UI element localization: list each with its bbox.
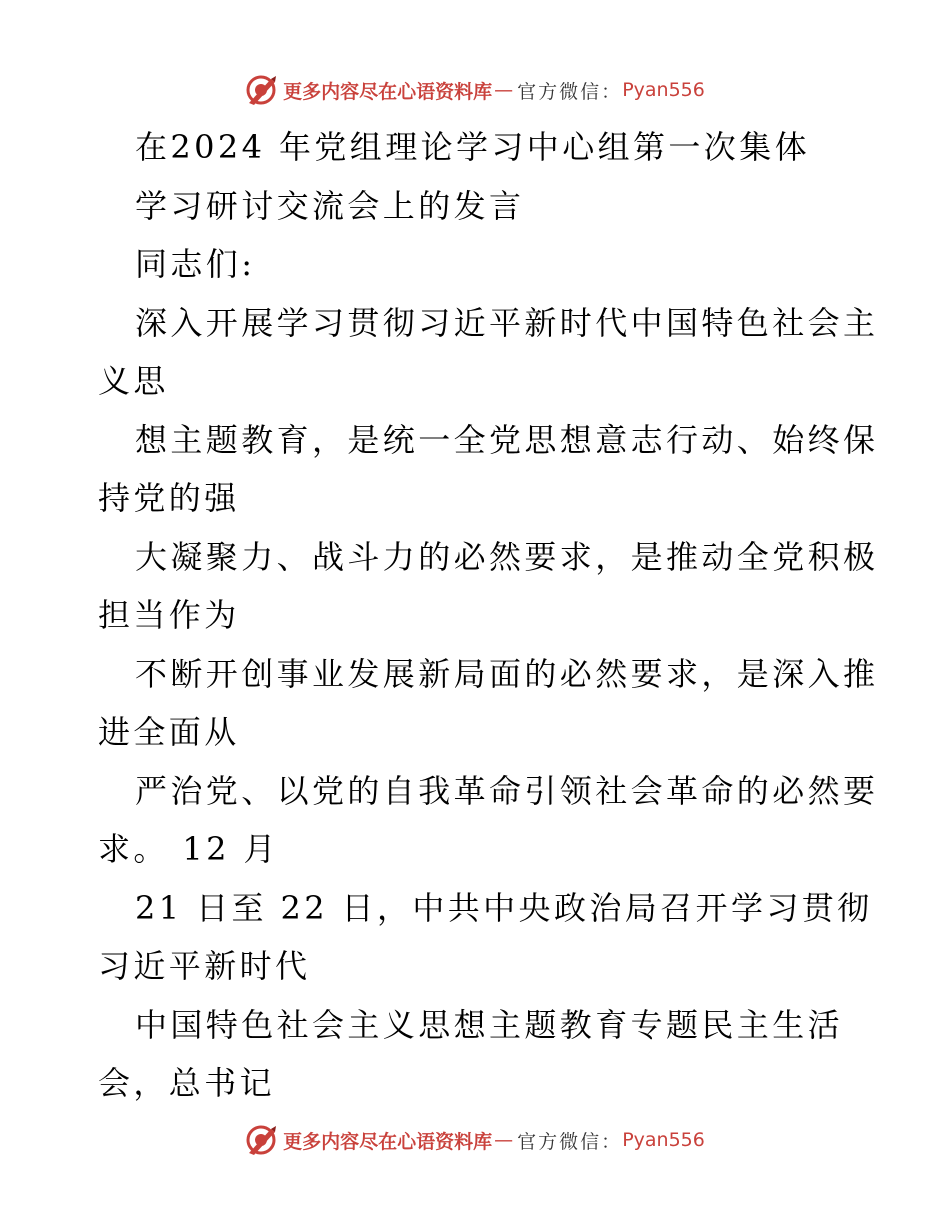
body-line: 义思	[98, 362, 169, 400]
watermark-text: 更多内容尽在心语资料库	[283, 80, 493, 103]
body-line: 大凝聚力、战斗力的必然要求，是推动全党积极	[135, 537, 879, 576]
body-line: 严治党、以党的自我革命引领社会革命的必然要	[135, 771, 879, 810]
watermark-footer	[0, 1120, 950, 1160]
body-line: 担当作为	[98, 596, 240, 634]
body-line: 21 日至 22 日，中共中央政治局召开学习贯彻	[135, 888, 873, 927]
document-title-line-2: 学习研讨交流会上的发言	[135, 186, 525, 225]
watermark-label: 官方微信：	[517, 80, 623, 103]
body-line: 中国特色社会主义思想主题教育专题民主生活	[135, 1005, 844, 1044]
body-line: 持党的强	[98, 479, 240, 517]
pen-logo-icon	[245, 1123, 279, 1157]
body-line: 习近平新时代	[98, 947, 311, 985]
document-title-line-1: 在2024 年党组理论学习中心组第一次集体	[135, 128, 811, 166]
watermark-separator: —	[494, 1129, 514, 1151]
watermark-header	[0, 70, 950, 110]
pen-logo-icon	[245, 73, 279, 107]
watermark-id: Pyan556	[622, 79, 705, 101]
body-line: 想主题教育，是统一全党思想意志行动、始终保	[135, 420, 879, 459]
salutation: 同志们:	[135, 245, 256, 283]
body-line: 会，总书记	[98, 1064, 276, 1102]
watermark-id: Pyan556	[622, 1129, 705, 1151]
watermark-text: 更多内容尽在心语资料库	[283, 1130, 493, 1153]
body-line: 深入开展学习贯彻习近平新时代中国特色社会主	[135, 303, 879, 342]
watermark-label: 官方微信：	[517, 1130, 623, 1153]
body-line: 不断开创事业发展新局面的必然要求，是深入推	[135, 654, 879, 693]
body-line: 进全面从	[98, 713, 240, 751]
document-body	[98, 118, 879, 1113]
body-line: 求。 12 月	[98, 830, 279, 868]
watermark-separator: —	[494, 79, 514, 101]
